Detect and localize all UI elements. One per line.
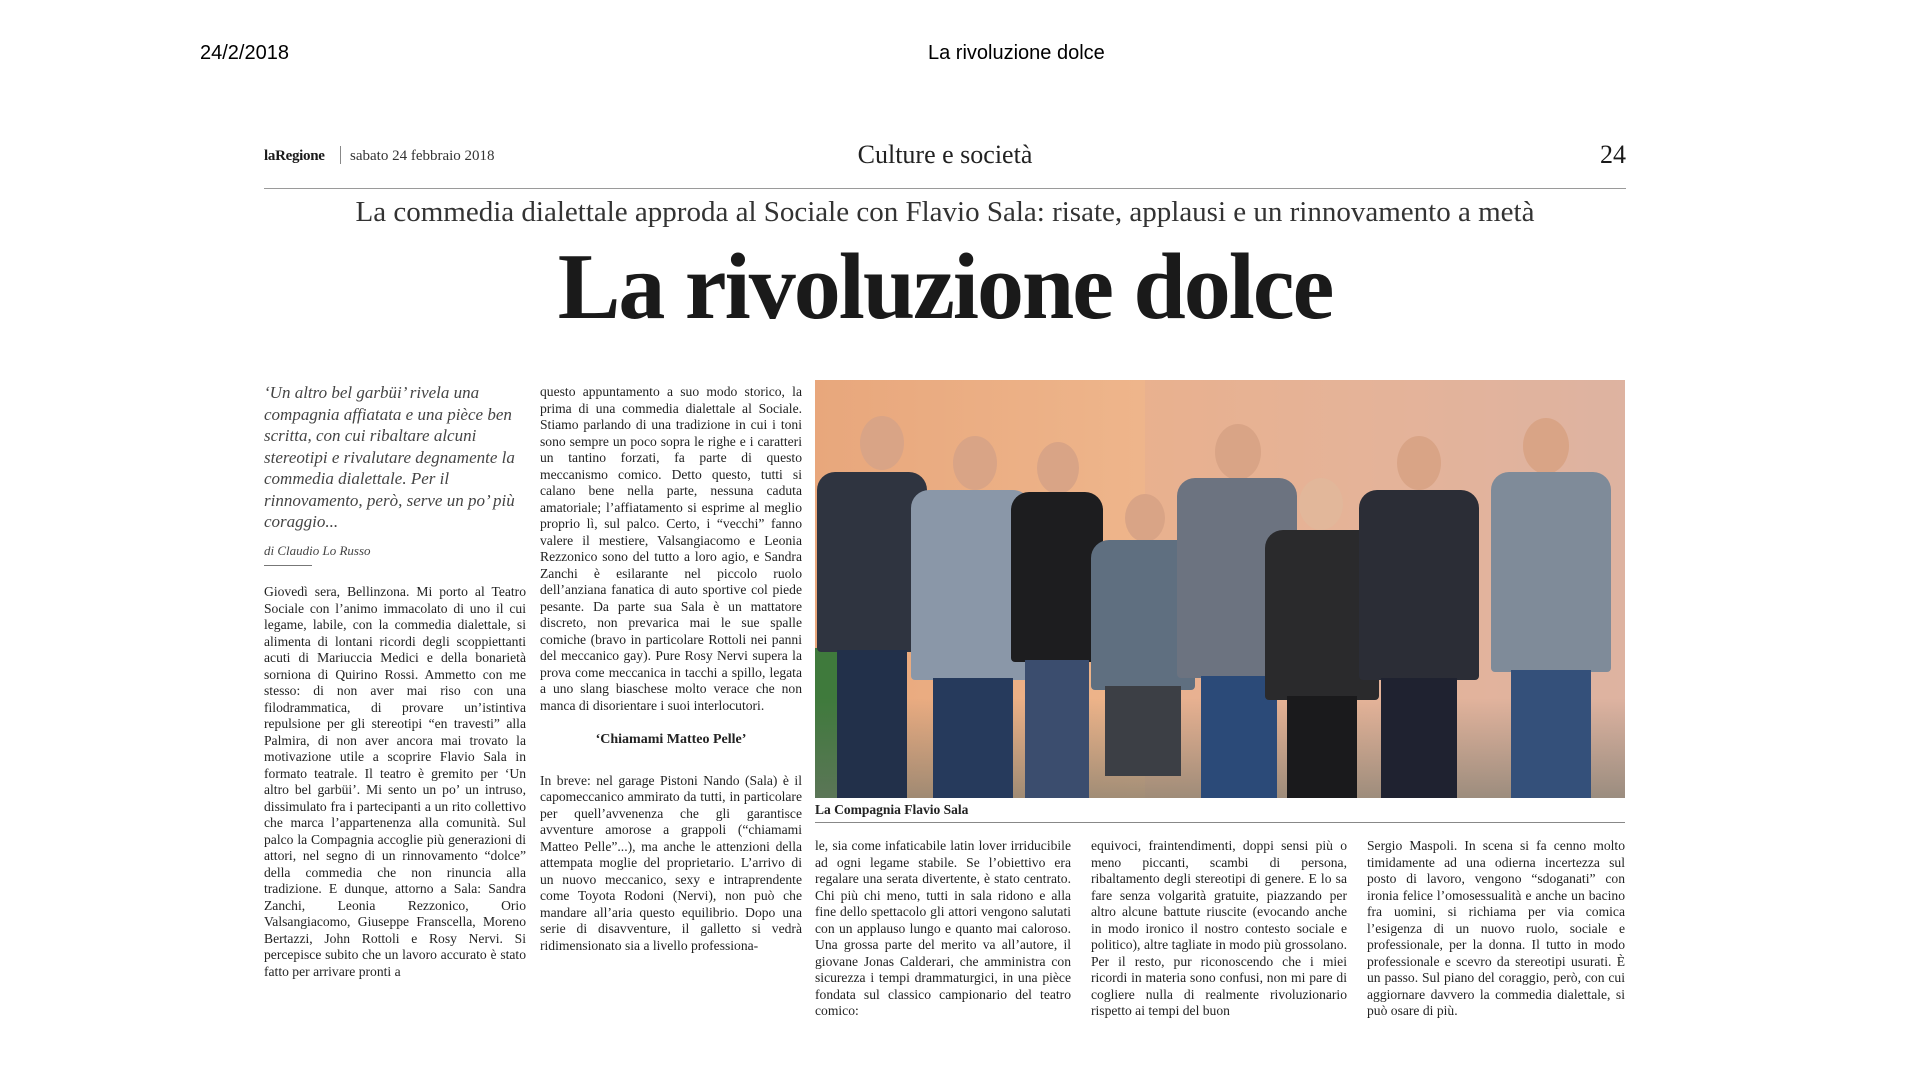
masthead-rule: [264, 188, 1626, 189]
newspaper-logo: laRegione: [264, 148, 325, 164]
article-column-2: [540, 384, 802, 954]
article-intro: ‘Un altro bel garbüi’ rivela una compagnia affiatata e una pièce ben scritta, con cui ribaltare alcuni stereotipi e rivalutare degnamente la commedia dialettale. Per il rinnovamento, però, serve un po’ più coraggio...: [264, 383, 515, 531]
masthead-divider: [340, 146, 341, 164]
print-title: La rivoluzione dolce: [928, 42, 1105, 64]
page-number: 24: [1600, 140, 1626, 169]
column-1-text: Giovedì sera, Bellinzona. Mi porto al Teatro Sociale con l’animo immacolato di uno il cui legame, labile, con la commedia dialettale, si alimenta di lontani ricordi degli scoppiettanti acuti di Mariuccia Medici e della bonarietà sorniona di Quirino Rossi. Ammetto con me stesso: di non aver mai riso con una filodrammatica, di provare un’istintiva repulsione per gli stereotipi “en travesti” alla Palmira, di non aver ancora mai trovato la motivazione utile a scoprire Flavio Sala in formato teatrale. Il teatro è gremito per ‘Un altro bel garbüi’. Mi sento un po’ un intruso, dissimulato fra i partecipanti a un rito collettivo che marca l’appartenenza alla comunità. Sul palco la Compagnia accoglie più generazioni di attori, nel segno di un rinnovamento “dolce” della commedia che non rinuncia alla tradizione. E dunque, attorno a Sala: Sandra Zanchi, Leonia Rezzonico, Orio Valsangiacomo, Giuseppe Franscella, Moreno Bertazzi, John Rottoli e Rosy Nervi. Si percepisce subito che un lavoro accurato è stato fatto per arrivare pronti a: [264, 584, 526, 979]
article-subhead: ‘Chiamami Matteo Pelle’: [595, 732, 747, 747]
article-column-5: [1367, 838, 1625, 1020]
article-byline: di Claudio Lo Russo: [264, 542, 371, 558]
section-name: Culture e società: [857, 140, 1033, 169]
cast-photo: [815, 380, 1625, 798]
column-4-text: equivoci, fraintendimenti, doppi sensi più o meno piccanti, scambi di persona, ribaltamento degli stereotipi di genere. E lo sa fare senza volgarità gratuite, piazzando per altro alcune battute riuscite (evocando anche in modo ironico il nostro contesto sociale e politico), altre tagliate in modo più grossolano. Per il resto, pur riconoscendo che i miei ricordi in materia sono confusi, non mi pare di cogliere nulla di realmente rivoluzionario rispetto ai tempi del buon: [1091, 838, 1347, 1018]
column-5-text: Sergio Maspoli. In scena si fa cenno molto timidamente ad una odierna incertezza sul posto di lavoro, vengono “sdoganati” con ironia felice l’omosessualità e anche un bacino fra uomini, si richiama per via comica l’esigenza di un nuovo ruolo, sociale e professionale, per la donna. Il tutto in modo professionale e scevro da stereotipi usurati. È un passo. Sul piano del coraggio, però, con cui aggiornare davvero la commedia dialettale, si può osare di più.: [1367, 838, 1625, 1018]
newspaper-masthead: [264, 140, 1626, 176]
photo-caption: La Compagnia Flavio Sala: [815, 802, 969, 817]
article-kicker: La commedia dialettale approda al Sociale con Flavio Sala: risate, applausi e un rinnovamento a metà: [355, 196, 1535, 228]
article-headline: La rivoluzione dolce: [557, 235, 1333, 339]
print-date: 24/2/2018: [200, 42, 289, 64]
column-2-text-bottom: In breve: nel garage Pistoni Nando (Sala) è il capomeccanico ammirato da tutti, in particolare per quell’avvenenza che gli garantisce avventure amorose a grappoli (“chiamami Matteo Pelle”...), ma anche le attenzioni della attempata moglie del proprietario. L’arrivo di un nuovo meccanico, sexy e intraprendente come Toyota Rodoni (Nervi), non può che mandare all’aria questo equilibrio. Dopo una serie di disavventure, il galletto si vedrà ridimensionato sia a livello professiona-: [540, 772, 802, 953]
column-2-text-top: questo appuntamento a suo modo storico, la prima di una commedia dialettale al Sociale. Stiamo parlando di una tradizione in cui i toni sono sempre un poco sopra le righe e i caratteri un tantino forzati, fa parte di questo meccanismo comico. Detto questo, tutti si calano bene nella parte, nessuna caduta amatoriale; l’affiatamento si esprime al meglio proprio lì, sul palco. Certo, i “vecchi” fanno valere il mestiere, Valsangiacomo e Leonia Rezzonico sono del tutto a loro agio, e Sandra Zanchi è esilarante nel piccolo ruolo dell’anziana fanatica di auto sportive col piede pesante. Da parte sua Sala è un mattatore discreto, non prevarica mai le sue spalle comiche (bravo in particolare Rottoli nei panni del meccanico gay). Pure Rosy Nervi supera la prova come meccanica in tacchi a spillo, legata a uno slang biaschese molto verace che non manca di disorientare i suoi interlocutori.: [540, 384, 802, 713]
article-column-3: [815, 838, 1071, 1020]
caption-rule: [815, 822, 1625, 823]
article-column-1: [264, 382, 526, 980]
byline-rule: [264, 565, 312, 566]
column-3-text: le, sia come infaticabile latin lover irriducibile ad ogni legame stabile. Se l’obiettivo era regalare una serata divertente, è stato centrato. Chi più chi meno, tutti in sala ridono e alla fine dello spettacolo gli attori vengono salutati con un applauso lungo e quanto mai caloroso. Una grossa parte del merito va all’autore, il giovane Jonas Calderari, che amministra con sicurezza i tempi drammaturgici, in una pièce fondata sul classico campionario del teatro comico:: [815, 838, 1071, 1018]
article-column-4: [1091, 838, 1347, 1020]
publication-date: sabato 24 febbraio 2018: [350, 148, 495, 164]
